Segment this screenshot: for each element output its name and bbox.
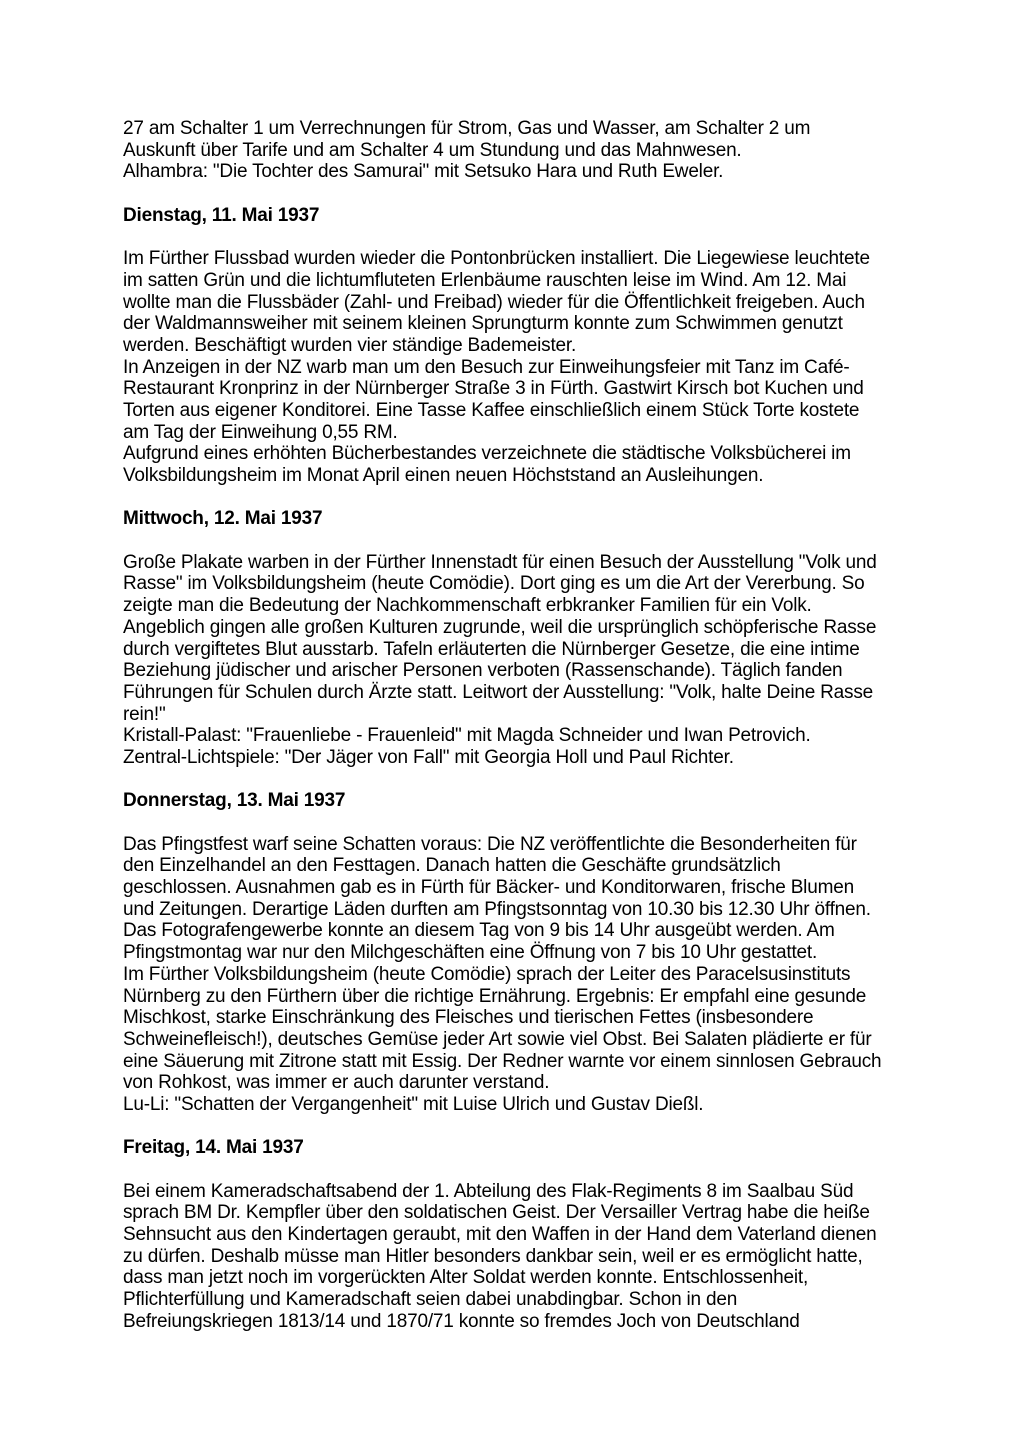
text-line: Führungen für Schulen durch Ärzte statt. Leitwort der Ausstellung: "Volk, halte Deine Rasse [123,681,874,703]
text-line: Sehnsucht aus den Kindertagen geraubt, mit den Waffen in der Hand dem Vaterland dienen [123,1224,877,1246]
paragraph [123,1181,913,1333]
text-line: Alhambra: "Die Tochter des Samurai" mit Setsuko Hara und Ruth Eweler. [123,161,724,183]
text-line: Rasse" im Volksbildungsheim (heute Comödie). Dort ging es um die Art der Vererbung. So [123,573,865,595]
text-line: Im Fürther Volksbildungsheim (heute Comödie) sprach der Leiter des Paracelsusinstituts [123,963,851,985]
text-line: Mischkost, starke Einschränkung des Fleisches und tierischen Fettes (insbesondere [123,1007,814,1029]
text-line: Lu-Li: "Schatten der Vergangenheit" mit Luise Ulrich und Gustav Dießl. [123,1093,704,1115]
text-line: werden. Beschäftigt wurden vier ständige Bademeister. [123,334,577,356]
document-body [123,118,913,1333]
text-line: der Waldmannsweiher mit seinem kleinen Sprungturm konnte zum Schwimmen genutzt [123,313,843,335]
text-line: Volksbildungsheim im Monat April einen neuen Höchststand an Ausleihungen. [123,465,764,486]
paragraph [123,834,913,1116]
text-line: durch vergiftetes Blut ausstarb. Tafeln erläuterten die Nürnberger Gesetze, die eine intime [123,638,860,660]
text-line: eine Säuerung mit Zitrone statt mit Essig. Der Redner warnte vor einem sinnlosen Gebrauch [123,1050,882,1072]
text-line: Schweinefleisch!), deutsches Gemüse jeder Art sowie viel Obst. Bei Salaten plädierte er für [123,1028,872,1050]
text-line: Restaurant Kronprinz in der Nürnberger Straße 3 in Fürth. Gastwirt Kirsch bot Kuchen und [123,378,864,400]
text-line: In Anzeigen in der NZ warb man um den Besuch zur Einweihungsfeier mit Tanz im Café- [123,356,850,378]
text-line: rein!" [123,703,166,725]
text-line: Nürnberg zu den Fürthern über die richtige Ernährung. Ergebnis: Er empfahl eine gesunde [123,985,867,1007]
text-line: Auskunft über Tarife und am Schalter 4 um Stundung und das Mahnwesen. [123,139,742,161]
text-line: am Tag der Einweihung 0,55 RM. [123,421,398,443]
text-line: Torten aus eigener Konditorei. Eine Tasse Kaffee einschließlich einem Stück Torte kostete [123,399,860,421]
text-line: Kristall-Palast: "Frauenliebe - Frauenleid" mit Magda Schneider und Iwan Petrovich. [123,725,811,747]
text-line: den Einzelhandel an den Festtagen. Danach hatten die Geschäfte grundsätzlich [123,855,781,877]
text-line: Im Fürther Flussbad wurden wieder die Pontonbrücken installiert. Die Liegewiese leuchtete [123,248,870,270]
day-heading [123,205,913,227]
text-line: Angeblich gingen alle großen Kulturen zugrunde, weil die ursprünglich schöpferische Rasse [123,616,877,638]
day-heading [123,508,913,530]
text-line: Pfingstmontag war nur den Milchgeschäften eine Öffnung von 7 bis 10 Uhr gestattet. [123,942,818,964]
day-heading [123,790,913,812]
text-line: Bei einem Kameradschaftsabend der 1. Abteilung des Flak-Regiments 8 im Saalbau Süd [123,1180,854,1202]
text-line: Beziehung jüdischer und arischer Personen verboten (Rassenschande). Täglich fanden [123,660,843,682]
text-line: von Rohkost, was immer er auch darunter verstand. [123,1072,550,1094]
text-line: Pflichterfüllung und Kameradschaft seien dabei unabdingbar. Schon in den [123,1289,738,1311]
text-line: im satten Grün und die lichtumfluteten Erlenbäume rauschten leise im Wind. Am 12. Mai [123,269,847,291]
text-line: zeigte man die Bedeutung der Nachkommenschaft erbkranker Familien für ein Volk. [123,595,812,617]
text-line: Große Plakate warben in der Fürther Innenstadt für einen Besuch der Ausstellung "Volk und [123,551,877,573]
paragraph [123,552,913,769]
paragraph [123,118,913,183]
text-line: Mittwoch, 12. Mai 1937 [123,508,323,530]
text-line: Das Fotografengewerbe konnte an diesem Tag von 9 bis 14 Uhr ausgeübt werden. Am [123,920,835,942]
text-line: Befreiungskriegen 1813/14 und 1870/71 konnte so fremdes Joch von Deutschland [123,1310,800,1332]
text-line: Aufgrund eines erhöhten Bücherbestandes verzeichnete die städtische Volksbücherei im [123,443,851,465]
text-line: Donnerstag, 13. Mai 1937 [123,790,346,812]
text-line: Dienstag, 11. Mai 1937 [123,204,320,226]
text-line: Zentral-Lichtspiele: "Der Jäger von Fall" mit Georgia Holl und Paul Richter. [123,746,734,768]
text-line: Das Pfingstfest warf seine Schatten voraus: Die NZ veröffentlichte die Besonderheiten für [123,833,857,855]
text-line: dass man jetzt noch im vorgerückten Alter Soldat werden konnte. Entschlossenheit, [123,1267,809,1289]
text-line: 27 am Schalter 1 um Verrechnungen für Strom, Gas und Wasser, am Schalter 2 um [123,118,811,139]
text-line: und Zeitungen. Derartige Läden durften am Pfingstsonntag von 10.30 bis 12.30 Uhr öffnen. [123,898,871,920]
text-line: wollte man die Flussbäder (Zahl- und Freibad) wieder für die Öffentlichkeit freigeben. Auch [123,291,865,313]
text-line: Freitag, 14. Mai 1937 [123,1137,304,1159]
text-line: geschlossen. Ausnahmen gab es in Fürth für Bäcker- und Konditorwaren, frische Blumen [123,877,854,899]
paragraph [123,248,913,487]
text-line: zu dürfen. Deshalb müsse man Hitler besonders dankbar sein, weil er es ermöglicht hatte, [123,1245,863,1267]
text-line: sprach BM Dr. Kempfler über den soldatischen Geist. Der Versailler Vertrag habe die heiße [123,1202,870,1224]
day-heading [123,1137,913,1159]
